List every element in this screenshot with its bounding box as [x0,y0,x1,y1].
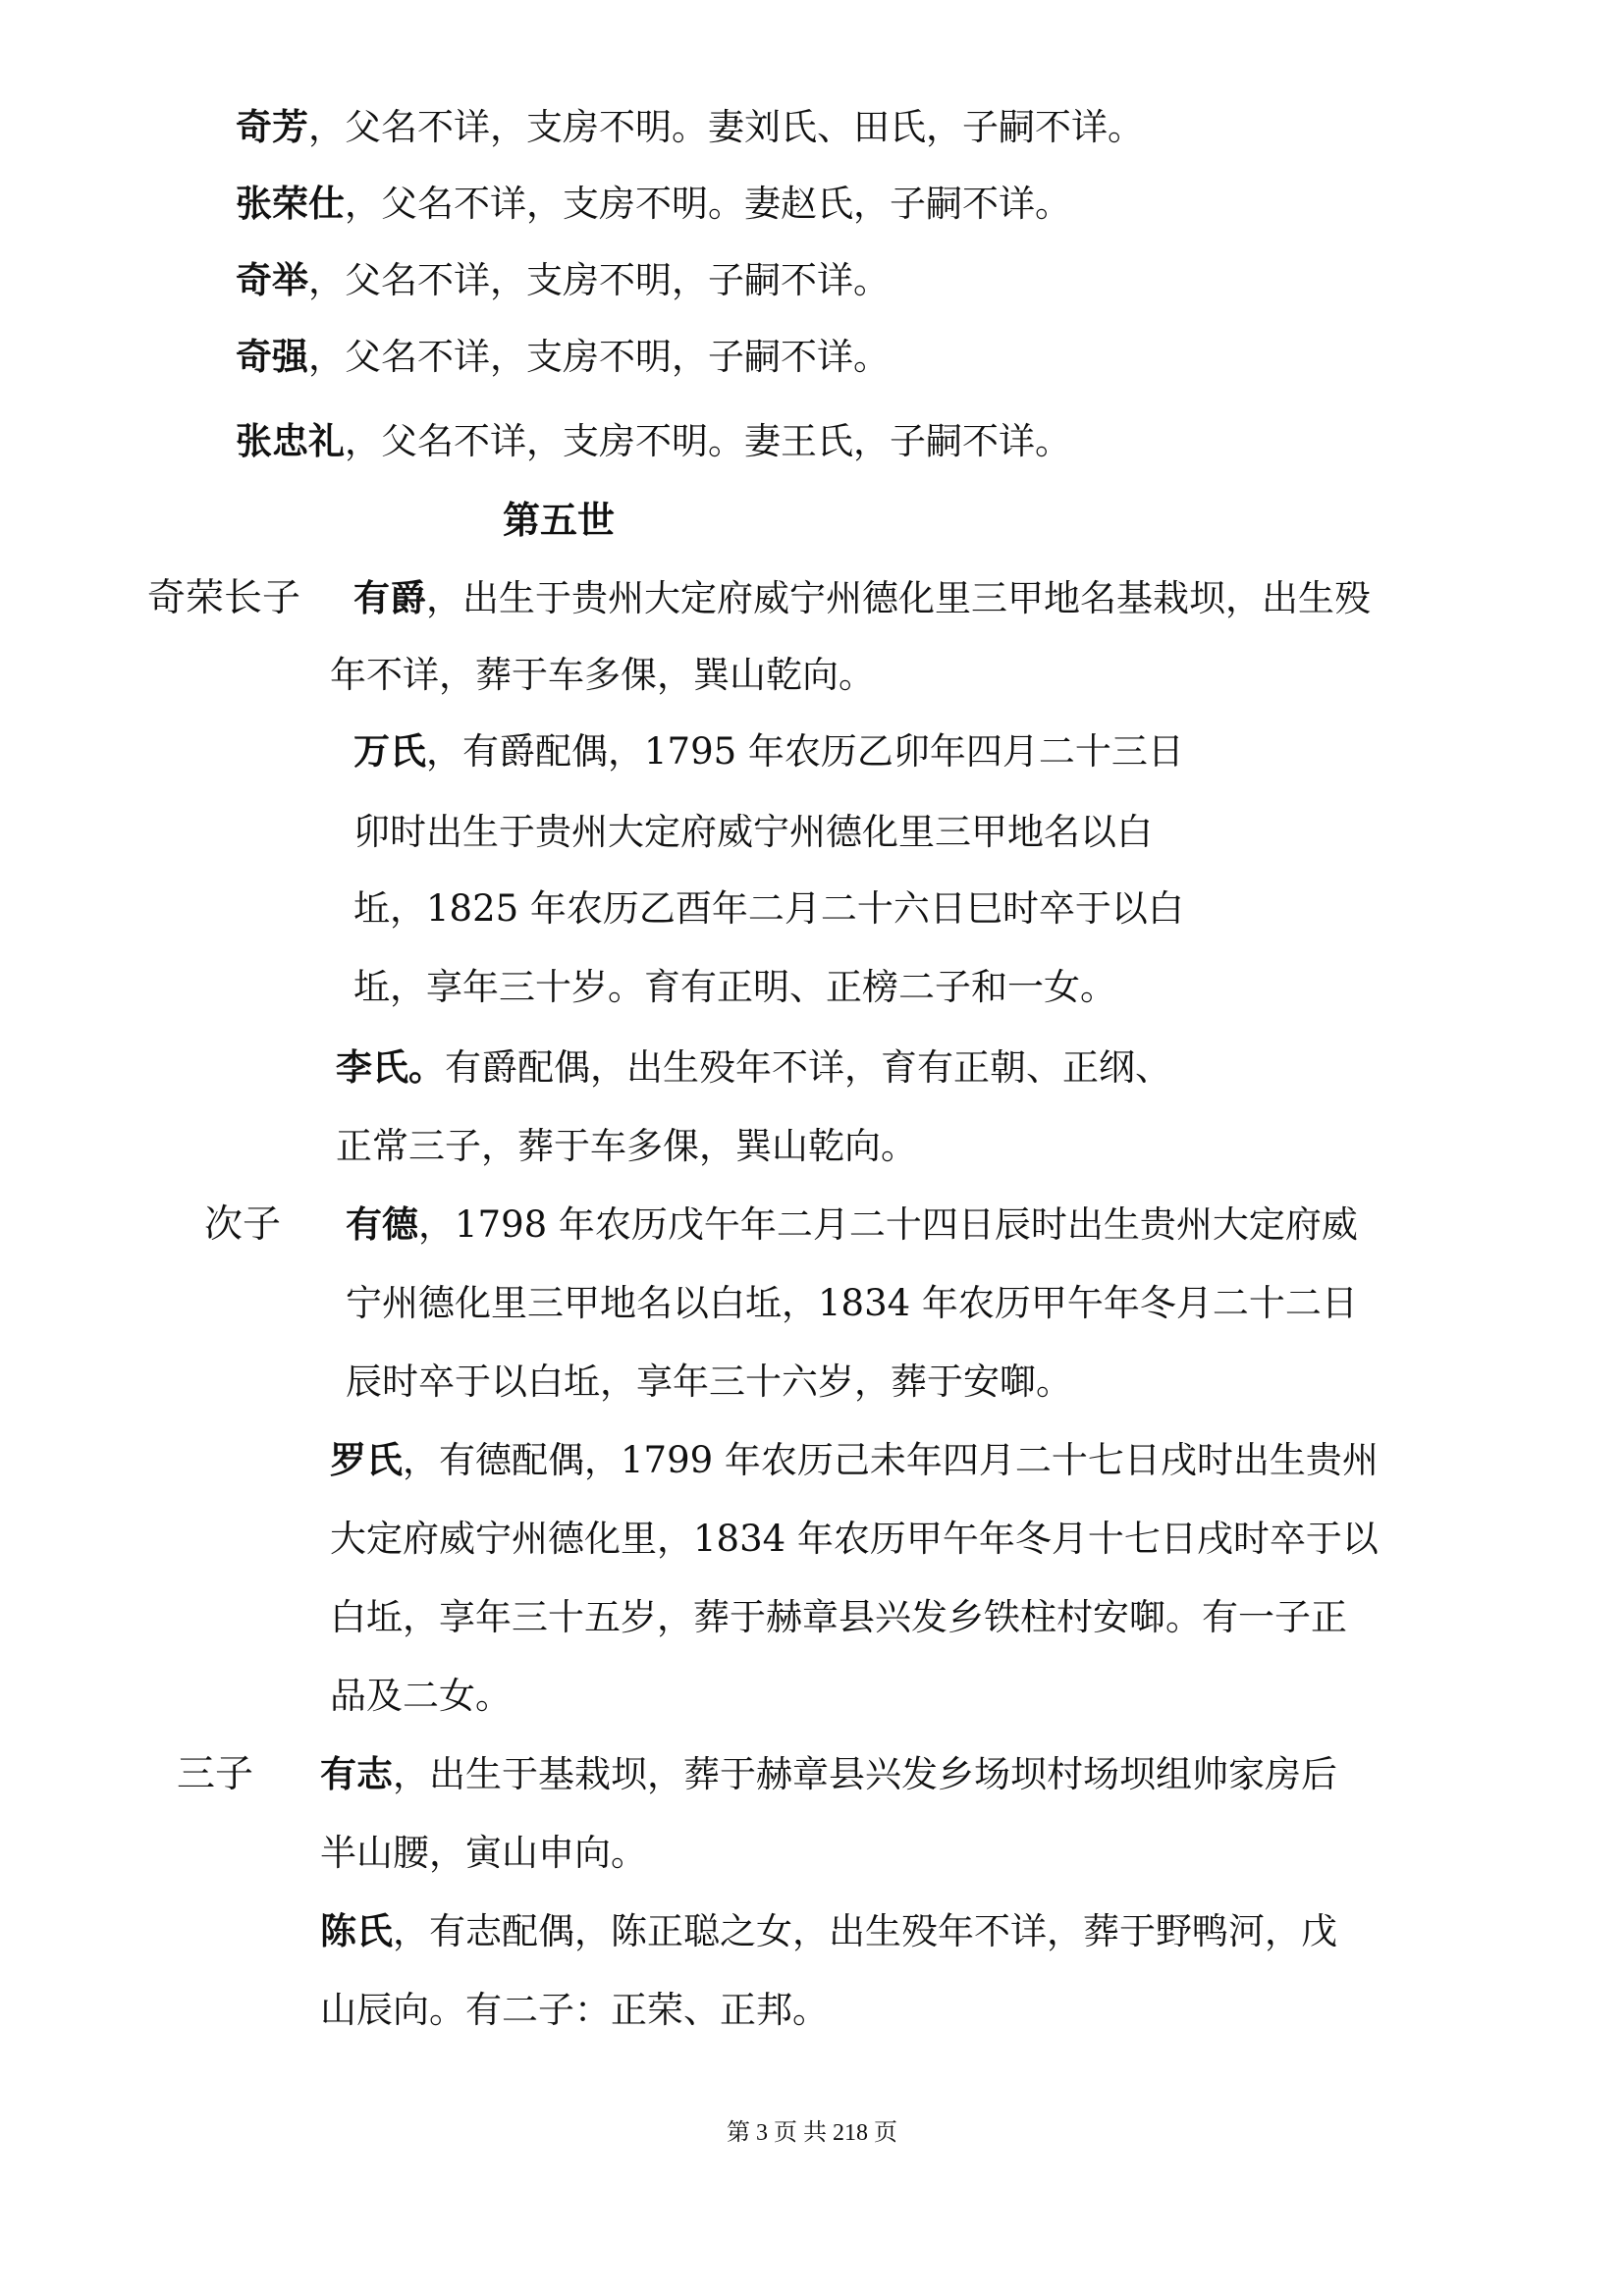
entry-text: 年不详，葬于车多倮，巽山乾向。 [330,654,875,696]
entry-zhangrongshi [236,183,1071,226]
entry-name-bold: 李氏。 [336,1046,445,1089]
entry-text: ，出生于基栽坝，葬于赫章县兴发乡场坝村场坝组帅家房后 [393,1753,1337,1795]
entry-text: 坵，1825 年农历乙酉年二月二十六日巳时卒于以白 [353,887,1184,930]
relation-tag-third: 三子 [177,1752,254,1796]
entry-text: 卯时出生于贵州大定府威宁州德化里三甲地名以白 [353,811,1153,853]
entry-text: 宁州德化里三甲地名以白坵，1834 年农历甲午年冬月二十二日 [346,1282,1358,1324]
entry-chenshi [320,1910,1337,1953]
entry-wanshi [353,730,1184,774]
entry-text: 山辰向。有二子：正荣、正邦。 [320,1989,829,2031]
entry-qiqiang [236,336,890,379]
entry-text: ，有志配偶，陈正聪之女，出生殁年不详，葬于野鸭河，戊 [393,1910,1337,1952]
entry-text: ，有德配偶，1799 年农历己未年四月二十七日戌时出生贵州 [403,1439,1379,1481]
entry-youde-cont1 [346,1282,1358,1325]
entry-luoshi-cont2 [330,1596,1347,1639]
entry-name-bold: 有志 [320,1753,393,1795]
entry-name-bold: 罗氏 [330,1439,403,1481]
entry-text: 半山腰，寅山申向。 [320,1832,647,1874]
entry-text: 辰时卒于以白坵，享年三十六岁，葬于安啣。 [346,1361,1072,1403]
entry-name-bold: 有德 [346,1203,418,1246]
page-footer: 第 3 页 共 218 页 [727,2120,897,2146]
entry-lishi [336,1046,1171,1090]
entry-youjue [353,577,1371,620]
entry-text: 品及二女。 [330,1675,512,1717]
entry-qifang [236,106,1144,149]
entry-name-bold: 陈氏 [320,1910,393,1952]
entry-text: 大定府威宁州德化里，1834 年农历甲午年冬月十七日戌时卒于以 [330,1518,1379,1560]
entry-name-bold: 张忠礼 [236,420,345,462]
relation-tag-second: 次子 [204,1202,282,1247]
entry-text: 白坵，享年三十五岁，葬于赫章县兴发乡铁柱村安啣。有一子正 [330,1596,1347,1638]
entry-name-bold: 万氏 [353,730,426,773]
entry-text: ，父名不详，支房不明。妻刘氏、田氏，子嗣不详。 [308,106,1144,148]
entry-luoshi-cont3 [330,1675,512,1718]
entry-text: ，父名不详，支房不明。妻王氏，子嗣不详。 [345,420,1071,462]
entry-zhangzhongli [236,420,1071,463]
entry-text: ，有爵配偶，1795 年农历乙卯年四月二十三日 [426,730,1184,773]
entry-text: ，父名不详，支房不明，子嗣不详。 [308,336,890,378]
entry-name-bold: 奇强 [236,336,308,378]
entry-wanshi-cont1 [353,811,1153,854]
entry-text: 坵，享年三十岁。育有正明、正榜二子和一女。 [353,966,1116,1008]
entry-wanshi-cont3 [353,966,1116,1009]
entry-qiju [236,259,890,302]
entry-text: ，1798 年农历戊午年二月二十四日辰时出生贵州大定府威 [418,1203,1358,1246]
entry-text: ，出生于贵州大定府威宁州德化里三甲地名基栽坝，出生殁 [426,577,1371,619]
entry-name-bold: 有爵 [353,577,426,619]
entry-youjue-cont [330,654,875,697]
entry-youzhi [320,1753,1337,1796]
entry-name-bold: 奇芳 [236,106,308,148]
relation-tag-eldest: 奇荣长子 [147,576,301,620]
entry-youzhi-cont [320,1832,647,1875]
entry-chenshi-cont [320,1989,829,2032]
entry-text: ，父名不详，支房不明，子嗣不详。 [308,259,890,301]
entry-youde [346,1203,1358,1247]
entry-text: 有爵配偶，出生殁年不详，育有正朝、正纲、 [445,1046,1171,1089]
entry-lishi-cont [336,1125,917,1168]
entry-luoshi [330,1439,1379,1482]
entry-name-bold: 奇举 [236,259,308,301]
entry-name-bold: 张荣仕 [236,183,345,225]
entry-text: ，父名不详，支房不明。妻赵氏，子嗣不详。 [345,183,1071,225]
entry-text: 正常三子，葬于车多倮，巽山乾向。 [336,1125,917,1167]
entry-youde-cont2 [346,1361,1072,1404]
entry-wanshi-cont2 [353,887,1184,931]
generation-title: 第五世 [503,499,616,542]
entry-luoshi-cont1 [330,1518,1379,1561]
